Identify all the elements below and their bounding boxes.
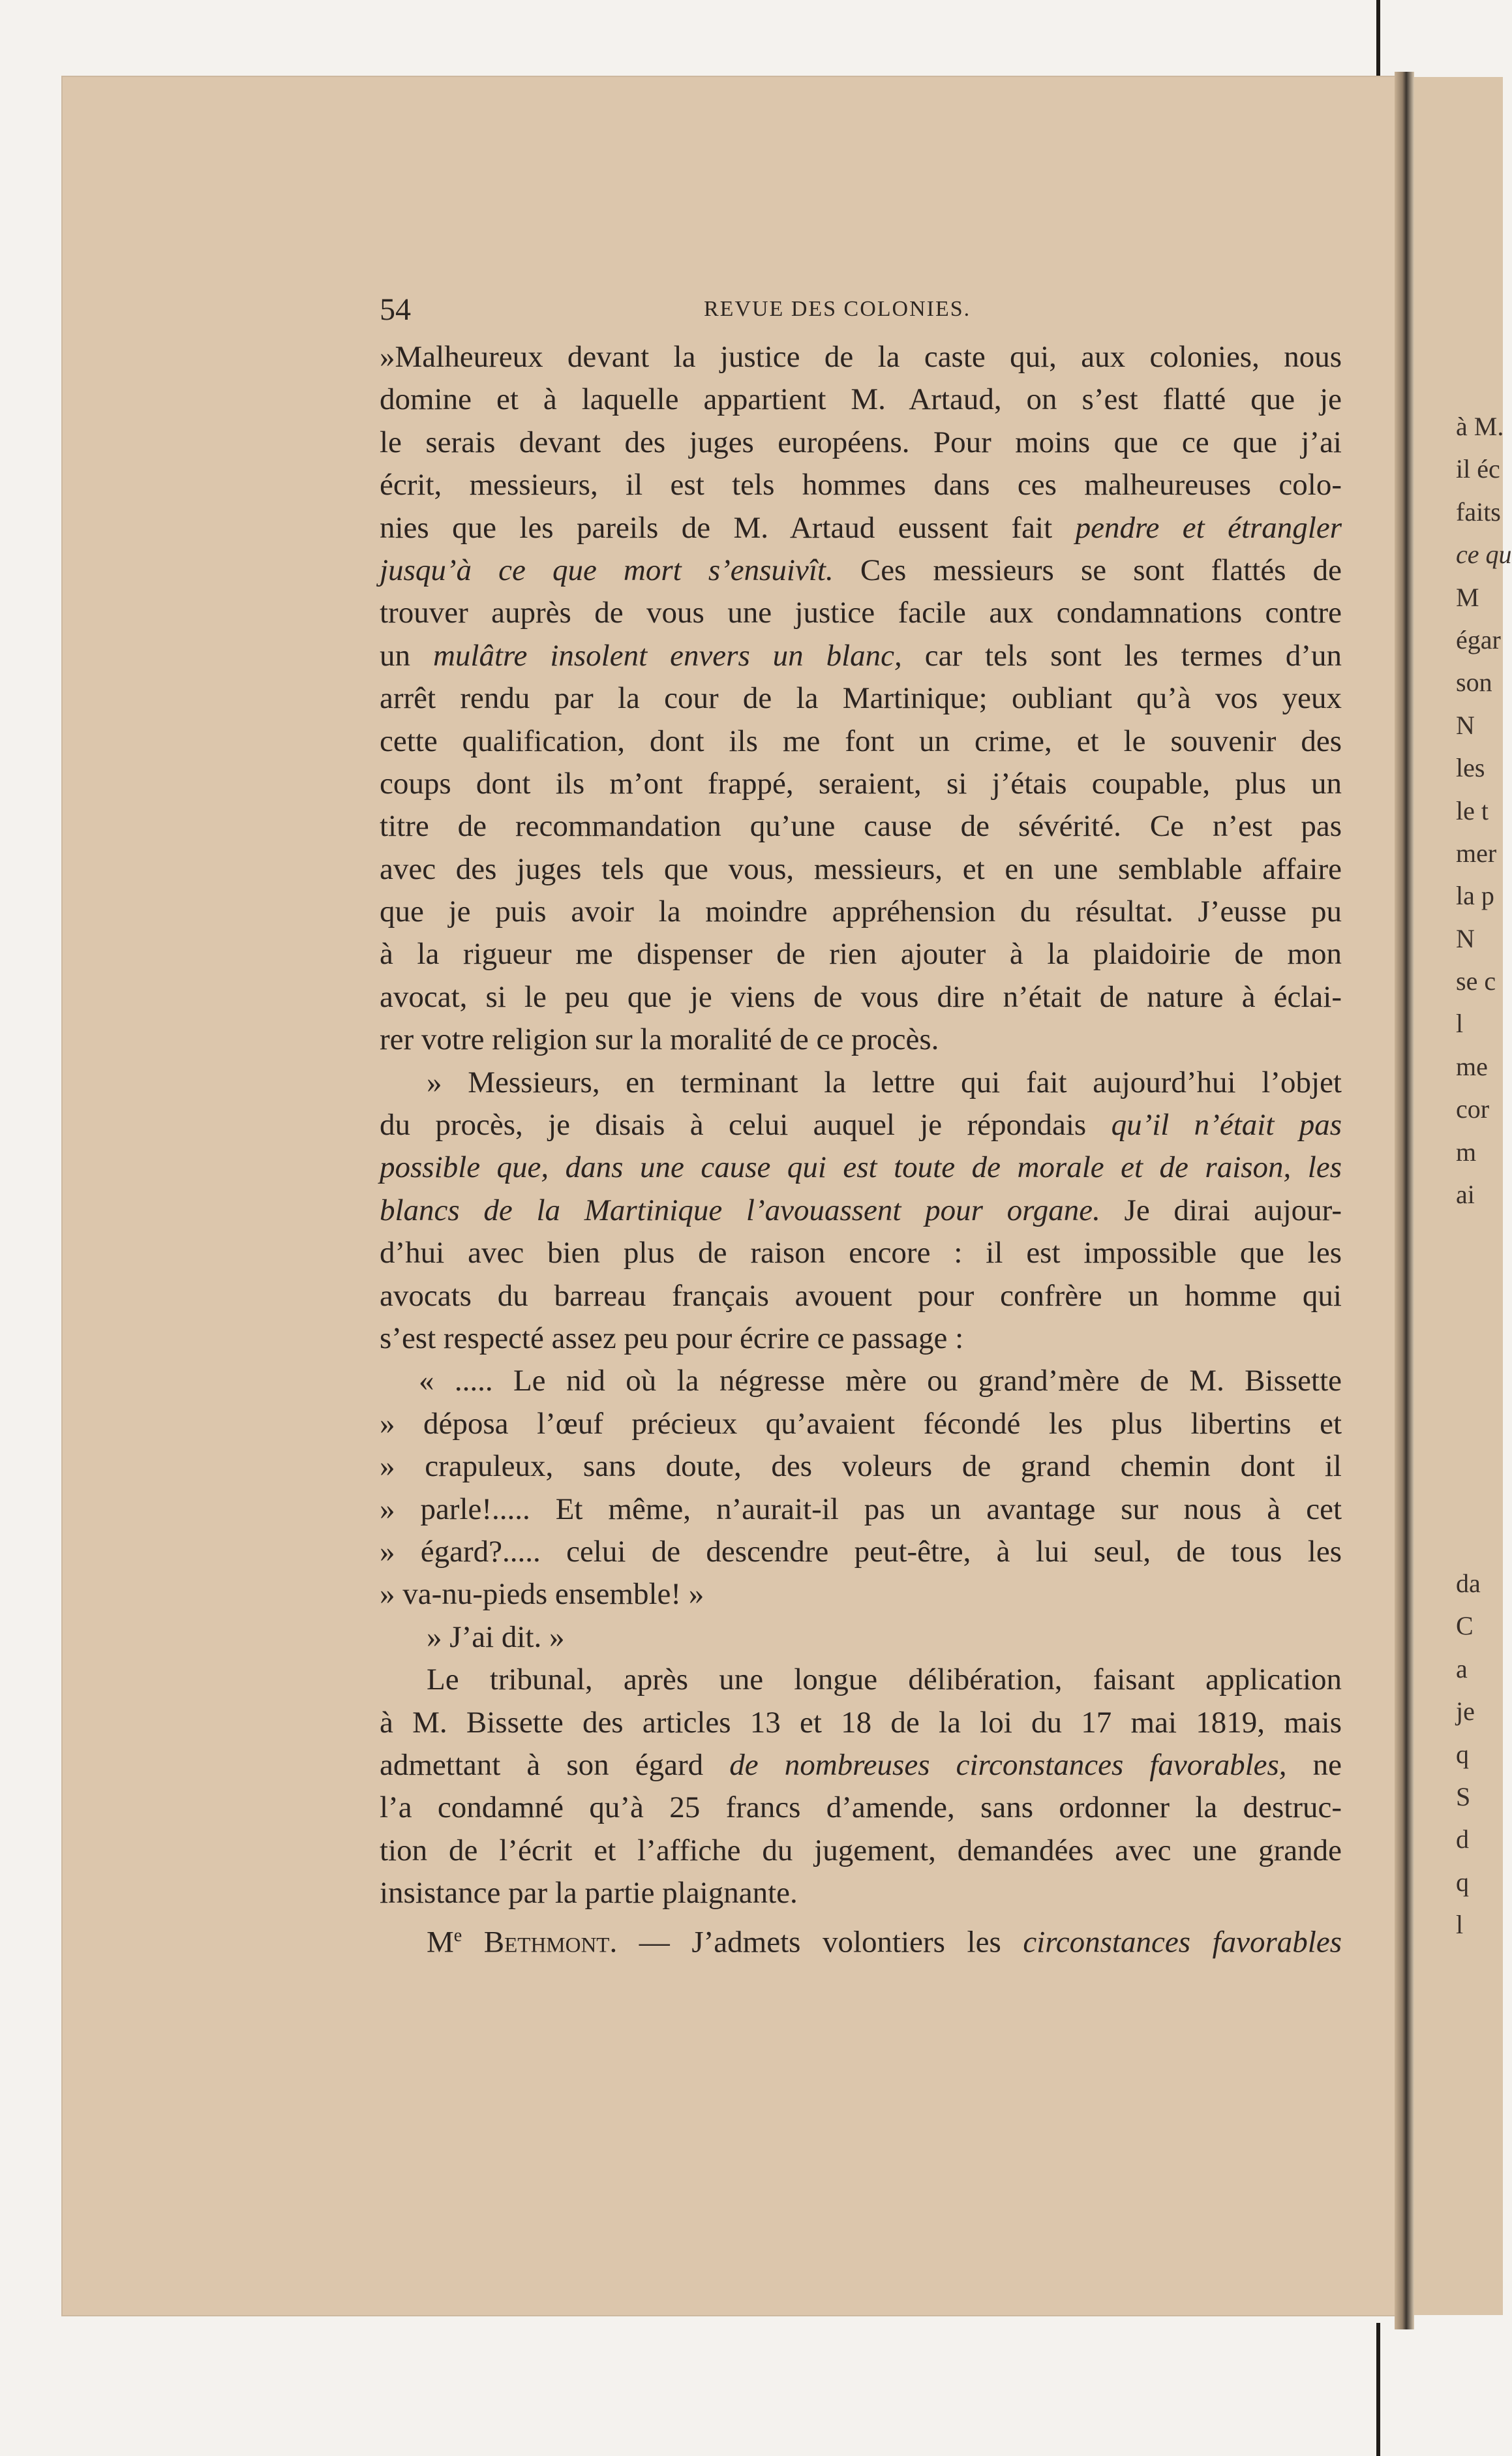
text-run: d’hui avec bien plus de raison encore : il est impossible que les <box>380 1236 1342 1270</box>
text-line <box>380 1317 1342 1360</box>
text-run: » égard?..... celui de descendre peut-être, à lui seul, de tous les <box>380 1534 1342 1569</box>
text-line <box>380 1872 1342 1914</box>
italic-run: blancs de la Martinique l’avouassent pour organe. <box>380 1193 1100 1227</box>
quote-line <box>380 1573 1342 1616</box>
text-run: du procès, je disais à celui auquel je répondais <box>380 1108 1111 1143</box>
adjacent-fragment: l <box>1456 1910 1464 1940</box>
text-run: » J’ai dit. » <box>427 1619 565 1654</box>
text-line <box>380 1744 1342 1787</box>
adjacent-fragment: l <box>1456 1009 1464 1039</box>
text-line <box>380 464 1342 506</box>
text-run: titre de recommandation qu’une cause de sévérité. Ce n’est pas <box>380 809 1342 844</box>
adjacent-fragment: je <box>1456 1696 1475 1727</box>
text-line <box>380 763 1342 805</box>
text-line <box>380 720 1342 763</box>
text-run: » parle!..... Et même, n’aurait-il pas un avantage sur nous à cet <box>380 1492 1342 1526</box>
text-run: s’est respecté assez peu pour écrire ce passage : <box>380 1321 964 1355</box>
text-run: Je dirai aujour- <box>1100 1193 1342 1227</box>
text-line <box>380 1104 1342 1146</box>
text-run: M <box>427 1926 454 1960</box>
text-run: » déposa l’œuf précieux qu’avaient fécondé les plus libertins et <box>380 1406 1342 1441</box>
adjacent-fragment: d <box>1456 1824 1469 1854</box>
text-line <box>380 1275 1342 1317</box>
quote-line <box>380 1531 1342 1573</box>
binding-edge-bottom <box>1376 2323 1380 2456</box>
adjacent-fragment: N <box>1456 923 1475 953</box>
adjacent-fragment: m <box>1456 1137 1477 1167</box>
adjacent-fragment: faits <box>1456 497 1501 527</box>
text-line <box>380 848 1342 891</box>
italic-run: mulâtre insolent envers un blanc, <box>432 638 902 673</box>
text-line <box>380 891 1342 933</box>
text-run: l’a condamné qu’à 25 francs d’amende, sans ordonner la destruc- <box>380 1790 1342 1825</box>
text-line <box>380 507 1342 549</box>
adjacent-page <box>1414 77 1512 2315</box>
speaker-name: Bethmont. <box>462 1926 618 1960</box>
text-line <box>380 1232 1342 1274</box>
text-run: rer votre religion sur la moralité de ce procès. <box>380 1022 939 1057</box>
adjacent-fragment: da <box>1456 1569 1481 1598</box>
adjacent-fragment: mer <box>1456 838 1497 868</box>
quote-line <box>380 1360 1342 1402</box>
text-run: tion de l’écrit et l’affiche du jugement, demandées avec une grande <box>380 1833 1342 1867</box>
page-number: 54 <box>380 292 411 327</box>
text-run: « ..... Le nid où la négresse mère ou grand’mère de M. Bissette <box>419 1364 1342 1398</box>
italic-run: pendre et étrangler <box>1075 510 1342 545</box>
body-text <box>380 336 1342 1960</box>
text-run: ne <box>1286 1747 1342 1782</box>
page-header <box>380 292 1342 327</box>
adjacent-fragment: cor <box>1456 1094 1490 1124</box>
adjacent-fragment: q <box>1456 1739 1469 1769</box>
adjacent-fragment: à M. <box>1456 412 1504 441</box>
italic-run: jusqu’à ce que mort s’ensuivît. <box>380 553 834 587</box>
adjacent-fragment: a <box>1456 1653 1468 1683</box>
text-run: que je puis avoir la moindre appréhension du résultat. J’eusse pu <box>380 895 1342 929</box>
text-line <box>380 549 1342 592</box>
binding-edge-top <box>1376 0 1380 78</box>
text-line <box>380 677 1342 720</box>
text-run: un <box>380 638 433 673</box>
text-run: trouver auprès de vous une justice facile aux condamnations contre <box>380 596 1342 630</box>
book-gutter <box>1395 72 1414 2329</box>
adjacent-fragment: S <box>1456 1781 1471 1811</box>
text-line <box>380 378 1342 421</box>
text-run: coups dont ils m’ont frappé, seraient, si j’étais coupable, plus un <box>380 766 1342 801</box>
text-run: écrit, messieurs, il est tels hommes dans ces malheureuses colo- <box>380 468 1342 502</box>
text-line <box>380 1062 1342 1104</box>
text-run: » Messieurs, en terminant la lettre qui fait aujourd’hui l’objet <box>427 1065 1342 1099</box>
adjacent-fragment: il éc <box>1456 454 1500 484</box>
text-run: » va-nu-pieds ensemble! » <box>380 1577 704 1612</box>
text-run: nies que les pareils de M. Artaud eussent fait <box>380 510 1076 545</box>
adjacent-fragment: son <box>1456 668 1492 698</box>
text-line <box>380 422 1342 464</box>
text-line <box>380 976 1342 1019</box>
adjacent-fragment: q <box>1456 1867 1469 1897</box>
text-run: avocat, si le peu que je viens de vous dire n’était de nature à éclai- <box>380 979 1342 1014</box>
text-run: domine et à laquelle appartient M. Artaud, on s’est flatté que je <box>380 382 1342 417</box>
quote-line <box>380 1403 1342 1445</box>
text-line <box>380 933 1342 975</box>
text-run: insistance par la partie plaignante. <box>380 1876 798 1911</box>
adjacent-fragment: N <box>1456 710 1475 740</box>
text-line <box>380 1702 1342 1744</box>
text-run: admettant à son égard <box>380 1747 730 1782</box>
text-line <box>380 1914 1342 1960</box>
text-line <box>380 1787 1342 1829</box>
text-line <box>380 1190 1342 1232</box>
text-run: à M. Bissette des articles 13 et 18 de la loi du 17 mai 1819, mais <box>380 1705 1342 1740</box>
text-line <box>380 635 1342 677</box>
text-run: car tels sont les termes d’un <box>901 638 1342 673</box>
text-run: Le tribunal, après une longue délibération, faisant application <box>427 1663 1342 1697</box>
adjacent-fragment: ai <box>1456 1180 1475 1210</box>
text-run: Ces messieurs se sont flattés de <box>833 553 1342 587</box>
adjacent-fragment: ce qu <box>1456 540 1512 570</box>
running-title: REVUE DES COLONIES. <box>704 297 971 321</box>
italic-run: circonstances favorables <box>1023 1926 1342 1960</box>
italic-run: de nombreuses circonstances favorables, <box>729 1747 1287 1782</box>
text-run: avec des juges tels que vous, messieurs, et en une semblable affaire <box>380 852 1342 886</box>
italic-run: qu’il n’était pas <box>1111 1108 1342 1143</box>
text-run: cette qualification, dont ils me font un crime, et le souvenir des <box>380 724 1342 758</box>
adjacent-fragment: se c <box>1456 966 1496 996</box>
text-line <box>380 1659 1342 1701</box>
quote-line <box>380 1616 1342 1659</box>
adjacent-fragment: C <box>1456 1611 1474 1641</box>
text-run: à la rigueur me dispenser de rien ajouter à la plaidoirie de mon <box>380 937 1342 972</box>
text-line <box>380 336 1342 378</box>
text-run: le serais devant des juges européens. Pour moins que ce que j’ai <box>380 425 1342 459</box>
text-run: arrêt rendu par la cour de la Martinique; oubliant qu’à vos yeux <box>380 681 1342 716</box>
text-line <box>380 805 1342 848</box>
superscript: e <box>453 1926 462 1946</box>
adjacent-fragment: la p <box>1456 881 1494 911</box>
text-run: — J’admets volontiers les <box>617 1926 1023 1960</box>
quote-line <box>380 1488 1342 1531</box>
adjacent-fragment: le t <box>1456 795 1489 825</box>
adjacent-fragment: M <box>1456 582 1479 612</box>
text-line <box>380 1019 1342 1061</box>
adjacent-fragment: égar <box>1456 624 1501 654</box>
italic-run: possible que, dans une cause qui est toute de morale et de raison, les <box>380 1150 1342 1185</box>
adjacent-fragment: me <box>1456 1051 1488 1081</box>
text-run: »Malheureux devant la justice de la caste qui, aux colonies, nous <box>380 340 1342 374</box>
quote-line <box>380 1445 1342 1488</box>
adjacent-fragment: les <box>1456 753 1485 783</box>
text-line <box>380 592 1342 634</box>
text-run: avocats du barreau français avouent pour confrère un homme qui <box>380 1278 1342 1313</box>
text-line <box>380 1146 1342 1189</box>
text-line <box>380 1830 1342 1872</box>
text-run: » crapuleux, sans doute, des voleurs de grand chemin dont il <box>380 1449 1342 1484</box>
